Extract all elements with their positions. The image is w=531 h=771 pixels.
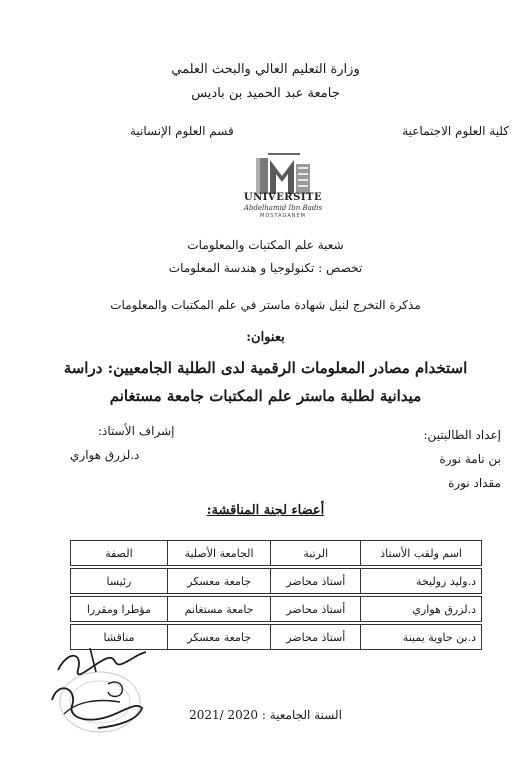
ministry-name: وزارة التعليم العالي والبحث العلمي [171, 62, 360, 77]
university-name: جامعة عبد الحميد بن باديس [191, 86, 340, 101]
students-label: إعداد الطالبتين: [423, 428, 501, 442]
column-header-university: الجامعة الأصلية [167, 541, 270, 566]
university-emblem-icon [254, 152, 312, 196]
member-role: مناقشا [71, 625, 168, 650]
table-row [71, 569, 482, 594]
member-role: مؤطرا ومقررا [71, 597, 168, 622]
jury-table [70, 540, 482, 650]
logo-city: MOSTAGANEM [260, 213, 306, 219]
university-logo [228, 152, 338, 232]
member-name: د.لزرق هواري [361, 597, 482, 622]
faculty-name: كلية العلوم الاجتماعية [402, 124, 509, 138]
department-name: قسم العلوم الإنسانية [130, 124, 234, 138]
member-name: د.وليد زوليخة [361, 569, 482, 594]
member-role: رئيسا [71, 569, 168, 594]
academic-year: السنة الجامعية : 2020 /2021 [189, 708, 342, 722]
student-name-2: مقداد نورة [448, 476, 501, 490]
member-university: جامعة معسكر [167, 569, 270, 594]
supervisor-label: إشراف الأستاذ: [98, 424, 175, 438]
specialty-name: تخصص : تكنولوجيا و هندسة المعلومات [168, 261, 363, 275]
title-label: بعنوان: [246, 330, 285, 345]
member-name: د.بن حاوية يمينة [361, 625, 482, 650]
logo-subname: Abdelhamid Ibn Badis [243, 204, 323, 212]
memo-description: مذكرة التخرج لنيل شهادة ماستر في علم المكتبات والمعلومات [110, 298, 421, 312]
signature-stamp [38, 640, 153, 740]
member-rank: أستاذ محاضر [271, 569, 361, 594]
member-rank: أستاذ محاضر [271, 625, 361, 650]
thesis-title-line-2: ميدانية لطلبة ماستر علم المكتبات جامعة مستغانم [109, 387, 422, 405]
column-header-name: اسم ولقب الأستاذ [361, 541, 482, 566]
member-rank: أستاذ محاضر [271, 597, 361, 622]
member-university: جامعة معسكر [167, 625, 270, 650]
jury-table-header [71, 541, 482, 566]
student-name-1: بن نامة نورة [439, 452, 501, 466]
jury-heading: أعضاء لجنة المناقشة: [206, 503, 325, 518]
table-row [71, 597, 482, 622]
member-university: جامعة مستغانم [167, 597, 270, 622]
thesis-title-line-1: استخدام مصادر المعلومات الرقمية لدى الطلبة الجامعيين: دراسة [63, 359, 468, 377]
column-header-role: الصفة [71, 541, 168, 566]
logo-university-text: UNIVERSITE [243, 192, 323, 203]
column-header-rank: الرتبة [271, 541, 361, 566]
branch-name: شعبة علم المكتبات والمعلومات [187, 238, 344, 252]
supervisor-name: د.لزرق هواري [70, 448, 140, 462]
